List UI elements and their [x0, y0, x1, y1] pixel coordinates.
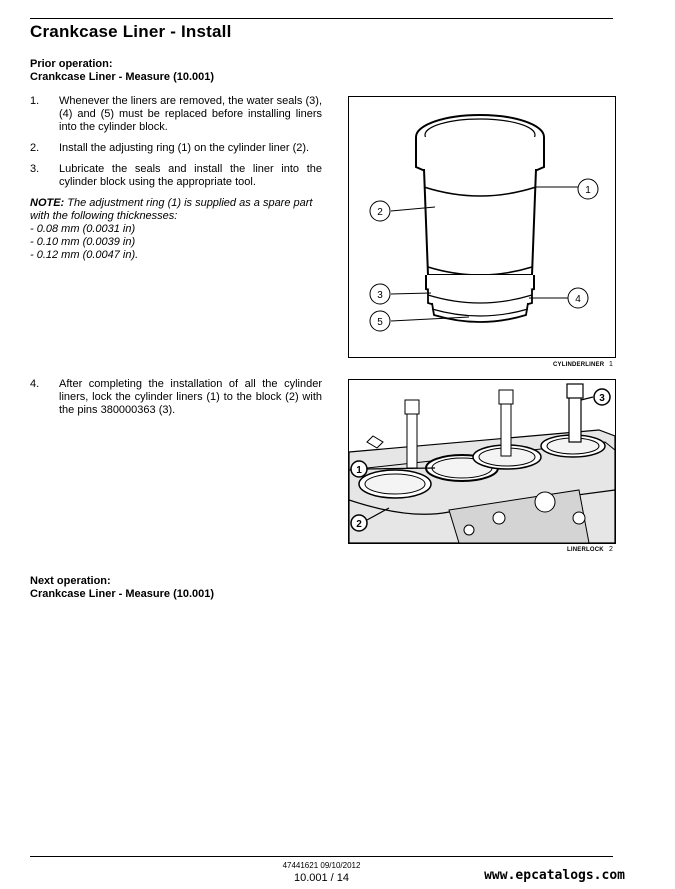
svg-text:2: 2 — [377, 207, 383, 218]
figure2-number: 2 — [609, 546, 613, 553]
figure1-number: 1 — [609, 361, 613, 368]
prior-operation-link[interactable]: Crankcase Liner - Measure (10.001) — [30, 71, 215, 83]
callout-5 — [370, 311, 390, 331]
callout-3 — [594, 389, 610, 405]
callout-1 — [578, 179, 598, 199]
callout-1 — [351, 461, 367, 477]
callout-3 — [370, 284, 390, 304]
step-number: 4. — [30, 378, 40, 390]
note-block — [30, 197, 326, 262]
step-text: Lubricate the seals and install the liner into the cylinder block using the appropriate tool. — [59, 163, 322, 188]
svg-text:5: 5 — [377, 317, 383, 328]
stud — [499, 390, 513, 456]
svg-text:1: 1 — [585, 185, 591, 196]
callout-2 — [351, 515, 367, 531]
next-operation-label: Next operation: — [30, 575, 111, 587]
footer-doc-ref: 47441621 09/10/2012 — [282, 861, 361, 870]
footer-rule — [30, 856, 613, 857]
note-label: NOTE: — [30, 197, 65, 209]
liner-lock-illustration — [349, 380, 615, 543]
cylinder-liner-illustration — [349, 97, 615, 357]
steps-list-b — [30, 378, 322, 425]
step-number: 3. — [30, 163, 40, 175]
step-1 — [30, 95, 322, 134]
note-item: - 0.10 mm (0.0039 in) — [30, 236, 136, 248]
step-4 — [30, 378, 322, 417]
svg-text:3: 3 — [377, 290, 383, 301]
svg-text:2: 2 — [356, 519, 362, 530]
footer-page-number: 10.001 / 14 — [293, 872, 350, 884]
figure-liner-lock — [348, 379, 616, 544]
page-title: Crankcase Liner - Install — [30, 22, 232, 41]
next-operation-link[interactable]: Crankcase Liner - Measure (10.001) — [30, 588, 215, 600]
step-3 — [30, 163, 322, 189]
note-item: - 0.08 mm (0.0031 in) — [30, 223, 136, 235]
step-text: Install the adjusting ring (1) on the cylinder liner (2). — [59, 142, 310, 154]
callout-2 — [370, 201, 390, 221]
step-2 — [30, 142, 322, 155]
step-text: Whenever the liners are removed, the water seals (3), (4) and (5) must be replaced before installing liners into the cylinder block. — [59, 95, 322, 133]
watermark: www.epcatalogs.com — [484, 868, 625, 883]
prior-operation-label: Prior operation: — [30, 58, 113, 70]
figure1-caption: CYLINDERLINER — [553, 362, 605, 368]
note-item: - 0.12 mm (0.0047 in). — [30, 249, 139, 261]
stud — [405, 400, 419, 468]
figure-cylinder-liner — [348, 96, 616, 358]
svg-text:3: 3 — [599, 393, 605, 404]
step-number: 2. — [30, 142, 40, 154]
stud — [567, 384, 583, 442]
figure2-caption: LINERLOCK — [567, 547, 604, 553]
note-text: The adjustment ring (1) is supplied as a spare part with the following thicknesses: — [30, 197, 313, 222]
step-text: After completing the installation of all the cylinder liners, lock the cylinder liners (1) to the block (2) with the pins 380000363 (3). — [59, 378, 322, 416]
svg-text:1: 1 — [356, 465, 362, 476]
header-rule — [30, 18, 613, 19]
step-number: 1. — [30, 95, 40, 107]
callout-4 — [568, 288, 588, 308]
svg-text:4: 4 — [575, 294, 581, 305]
steps-list-a — [30, 95, 322, 197]
